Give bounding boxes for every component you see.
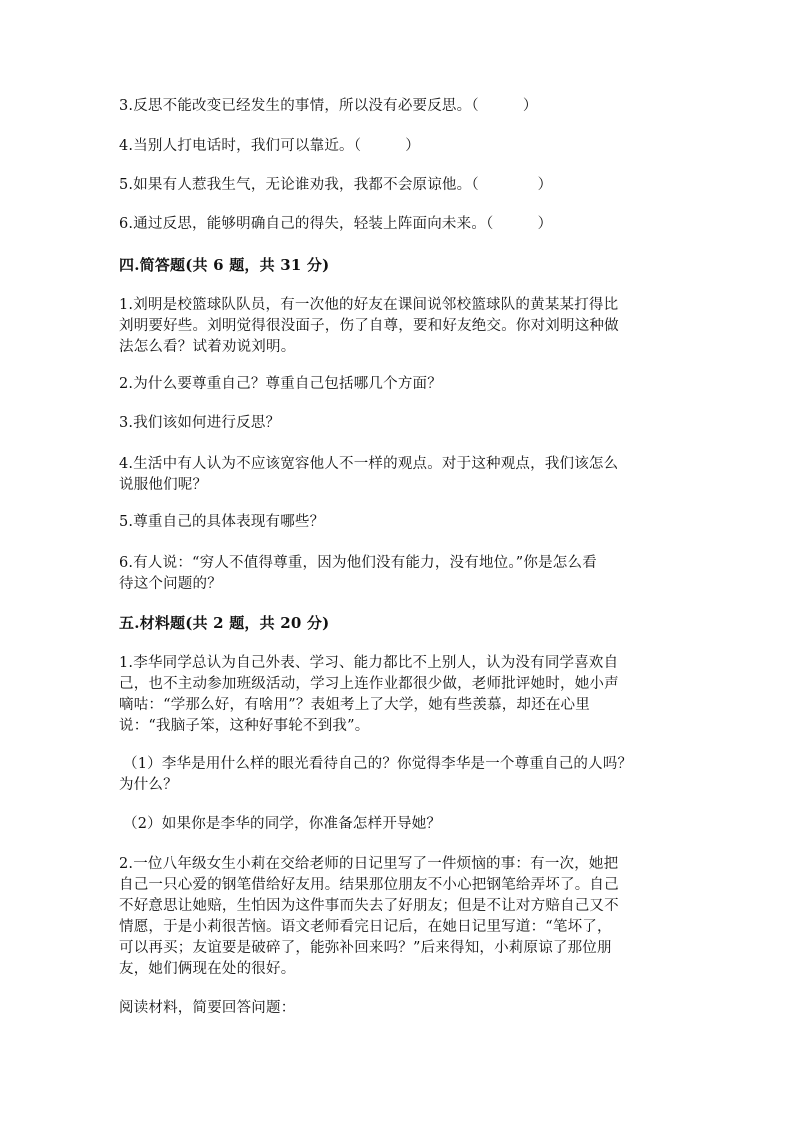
material-2-line-1: 2.一位八年级女生小莉在交给老师的日记里写了一件烦恼的事：有一次，她把 <box>119 856 619 872</box>
material-1-line-3: 嘀咕：“学那么好，有啥用”？表姐考上了大学，她有些羡慕，却还在心里 <box>119 697 590 713</box>
section-4-title: 四.简答题(共 6 题，共 31 分) <box>119 256 330 274</box>
material-1-question-1-line-1: （1）李华是用什么样的眼光看待自己的？你觉得李华是一个尊重自己的人吗？ <box>123 756 633 772</box>
judge-item-3: 3.反思不能改变已经发生的事情，所以没有必要反思。（ ） <box>119 98 538 114</box>
judge-item-5: 5.如果有人惹我生气，无论谁劝我，我都不会原谅他。（ ） <box>119 177 553 193</box>
material-1-line-2: 己，也不主动参加班级活动，学习上连作业都很少做，老师批评她时，她小声 <box>119 676 619 692</box>
short-answer-1-line-1: 1.刘明是校篮球队队员，有一次他的好友在课间说邻校篮球队的黄某某打得比 <box>119 297 619 313</box>
short-answer-3: 3.我们该如何进行反思？ <box>119 415 281 431</box>
short-answer-6-line-2: 待这个问题的？ <box>119 576 222 592</box>
material-2-line-3: 不好意思让她赔，生怕因为这件事而失去了好朋友；但是不让对方赔自己又不 <box>119 898 619 914</box>
material-2-prompt: 阅读材料，简要回答问题： <box>119 1000 296 1016</box>
short-answer-4-line-1: 4.生活中有人认为不应该宽容他人不一样的观点。对于这种观点，我们该怎么 <box>119 456 619 472</box>
judge-item-6: 6.通过反思，能够明确自己的得失，轻装上阵面向未来。（ ） <box>119 216 553 232</box>
material-1-question-1-line-2: 为什么？ <box>119 777 178 793</box>
short-answer-5: 5.尊重自己的具体表现有哪些？ <box>119 514 325 530</box>
short-answer-1-line-3: 法怎么看？试着劝说刘明。 <box>119 339 296 355</box>
short-answer-1-line-2: 刘明要好些。刘明觉得很没面子，伤了自尊，要和好友绝交。你对刘明这种做 <box>119 318 619 334</box>
material-2-line-5: 可以再买；友谊要是破碎了，能弥补回来吗？”后来得知，小莉原谅了那位朋 <box>119 940 612 956</box>
judge-item-4: 4.当别人打电话时，我们可以靠近。（ ） <box>119 138 420 154</box>
short-answer-6-line-1: 6.有人说：“穷人不值得尊重，因为他们没有能力，没有地位。”你是怎么看 <box>119 555 597 571</box>
material-1-line-1: 1.李华同学总认为自己外表、学习、能力都比不上别人，认为没有同学喜欢自 <box>119 655 619 671</box>
material-2-line-4: 情愿，于是小莉很苦恼。语文老师看完日记后，在她日记里写道：“笔坏了， <box>119 919 612 935</box>
material-2-line-2: 自己一只心爱的钢笔借给好友用。结果那位朋友不小心把钢笔给弄坏了。自己 <box>119 877 619 893</box>
material-2-line-6: 友，她们俩现在处的很好。 <box>119 961 296 977</box>
section-5-title: 五.材料题(共 2 题，共 20 分) <box>119 614 330 632</box>
material-1-question-2: （2）如果你是李华的同学，你准备怎样开导她？ <box>123 816 442 832</box>
material-1-line-4: 说：“我脑子笨，这种好事轮不到我”。 <box>119 718 370 734</box>
short-answer-2: 2.为什么要尊重自己？尊重自己包括哪几个方面？ <box>119 376 442 392</box>
short-answer-4-line-2: 说服他们呢？ <box>119 477 208 493</box>
